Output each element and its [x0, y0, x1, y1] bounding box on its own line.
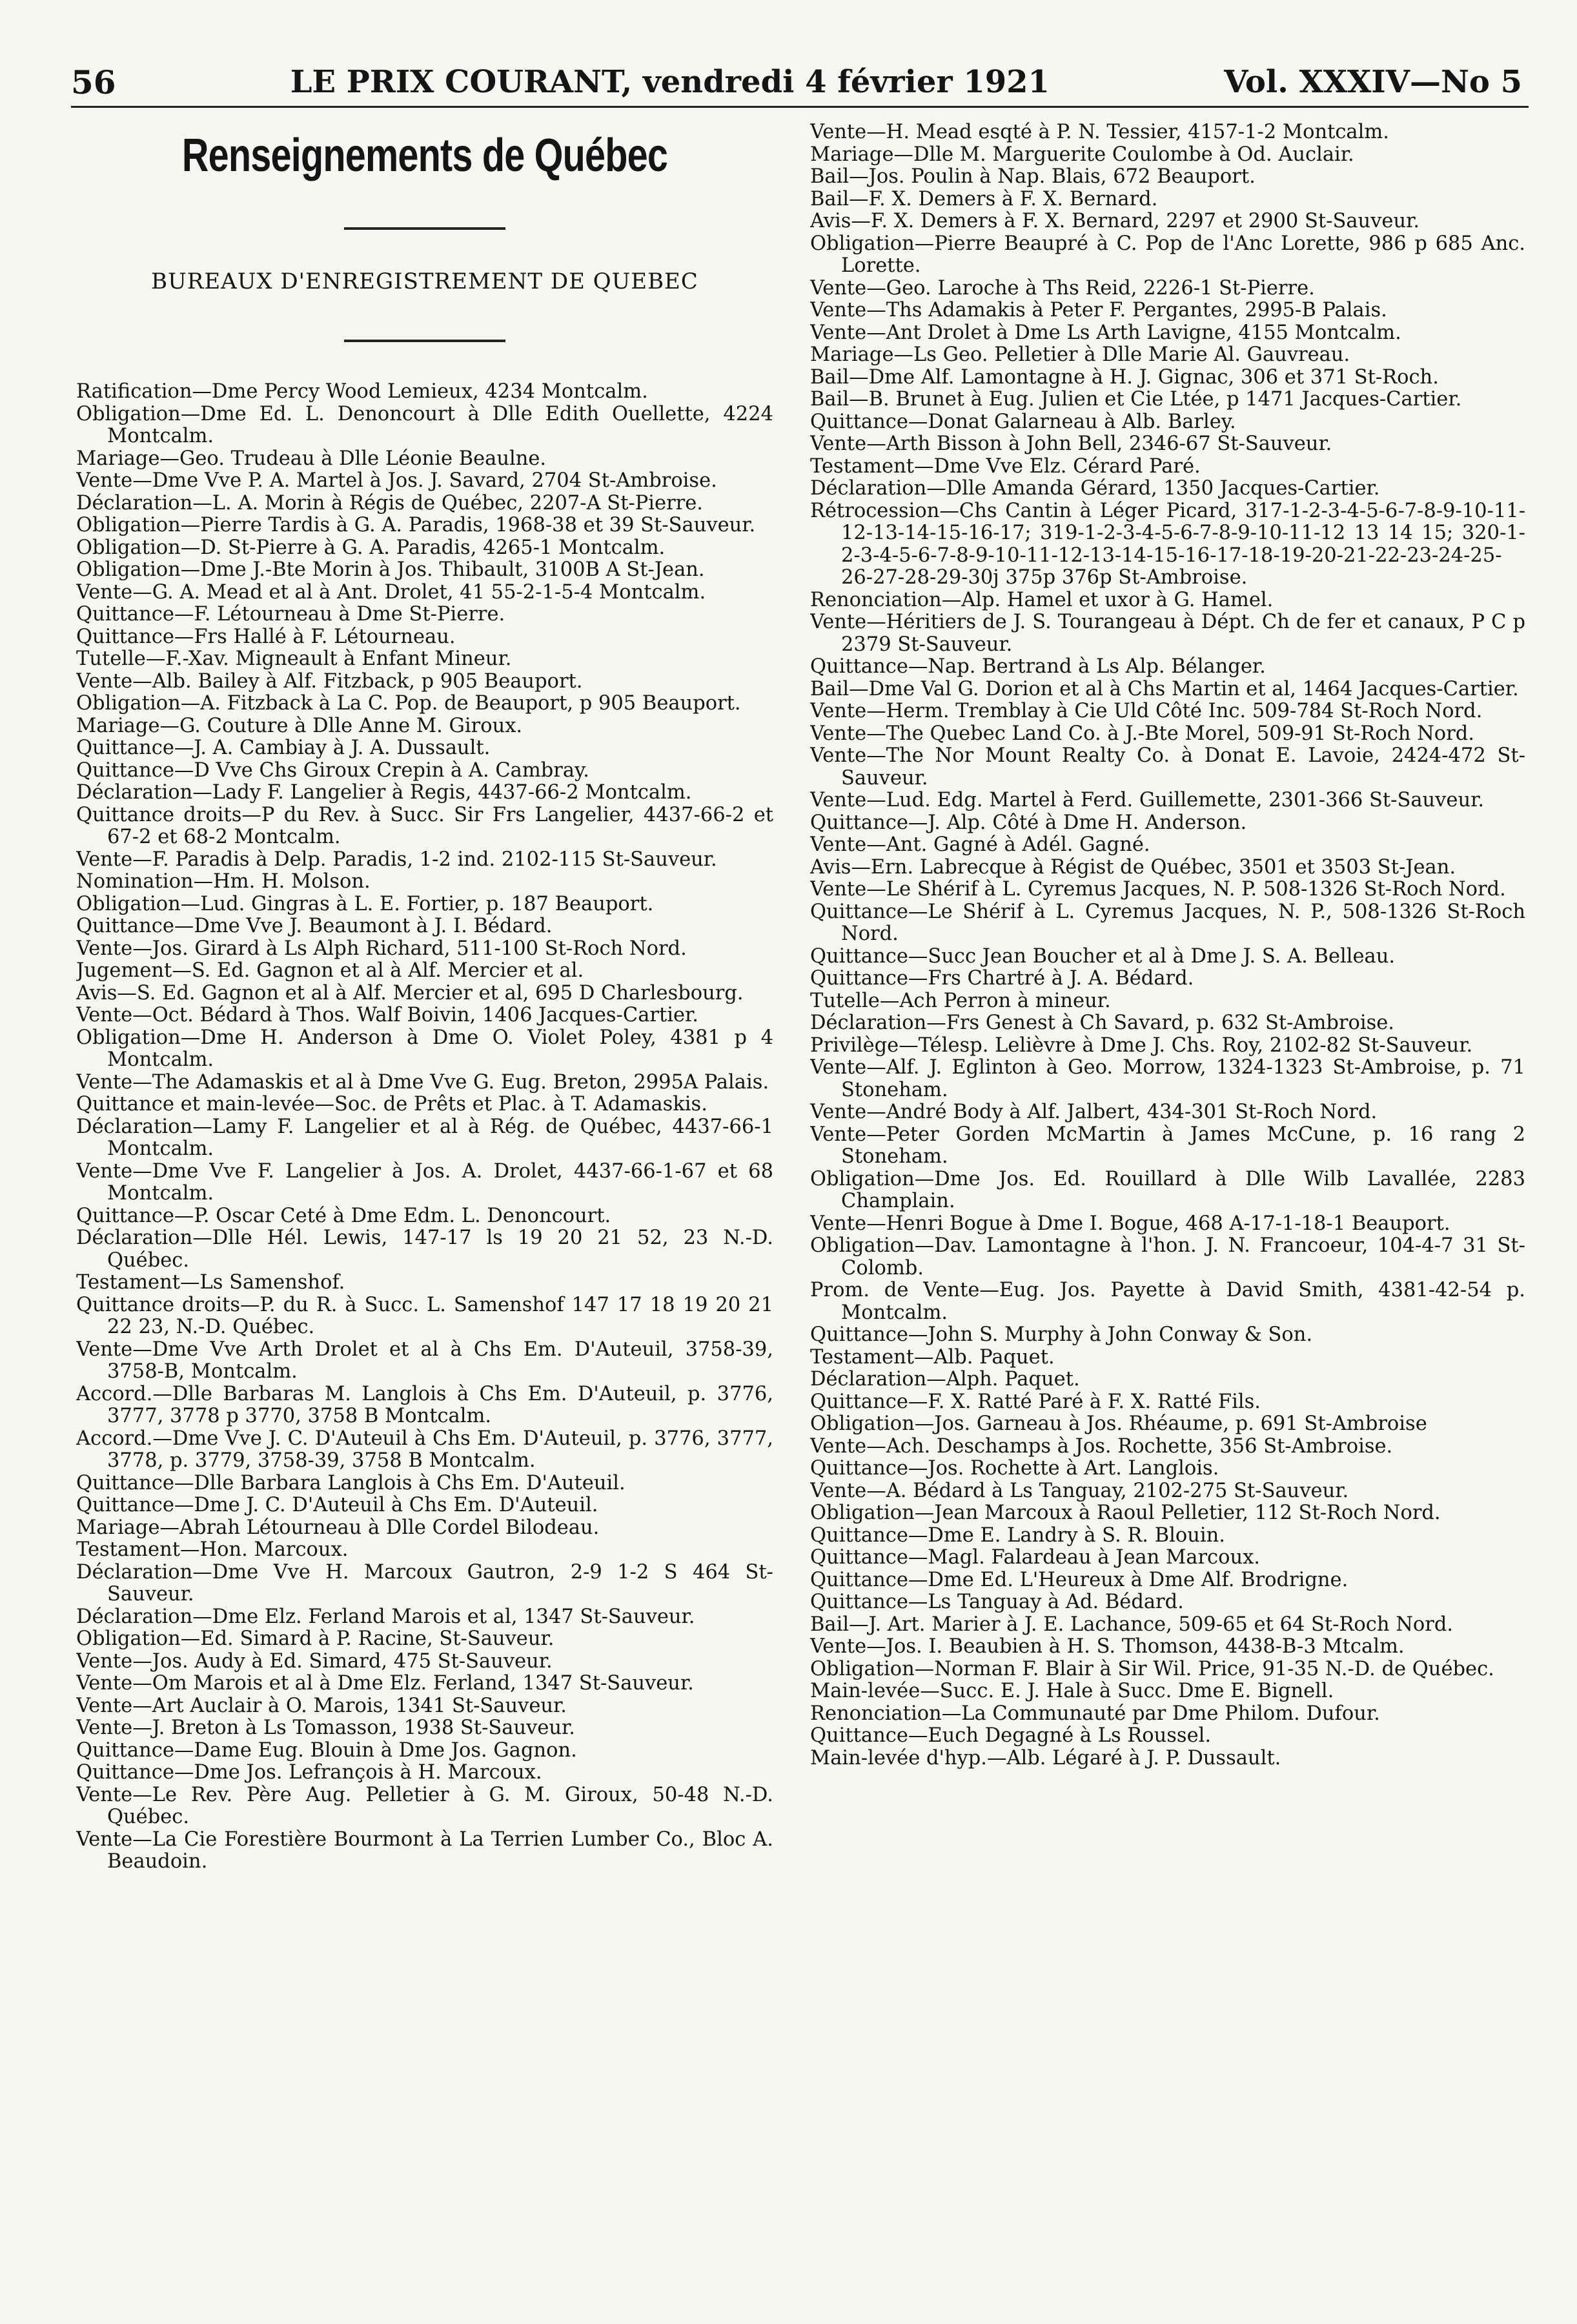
registry-entry: Obligation—A. Fitzback à La C. Pop. de Beauport, p 905 Beauport.: [76, 692, 741, 715]
registry-entry: Obligation—Ed. Simard à P. Racine, St-Sauveur.: [76, 1627, 554, 1650]
section-subtitle: BUREAUX D'ENREGISTREMENT DE QUEBEC: [151, 269, 698, 294]
registry-entry: Quittance—John S. Murphy à John Conway & Son.: [810, 1323, 1313, 1346]
registry-entry: Vente—H. Mead esqté à P. N. Tessier, 4157-1-2 Montcalm.: [810, 121, 1389, 143]
registry-entry: Avis—F. X. Demers à F. X. Bernard, 2297 et 2900 St-Sauveur.: [810, 210, 1420, 232]
registry-entry: Vente—André Body à Alf. Jalbert, 434-301 St-Roch Nord.: [810, 1101, 1378, 1123]
registry-entry: Déclaration—Alph. Paquet.: [810, 1368, 1080, 1391]
registry-entry: Quittance—Magl. Falardeau à Jean Marcoux.: [810, 1546, 1261, 1569]
registry-entry: Vente—Oct. Bédard à Thos. Walf Boivin, 1406 Jacques-Cartier.: [76, 1004, 698, 1026]
registry-entry: Obligation—D. St-Pierre à G. A. Paradis, 4265-1 Montcalm.: [76, 536, 666, 559]
registry-entry: Vente—The Nor Mount Realty Co. à Donat E. Lavoie, 2424-472 St-Sauveur.: [810, 744, 1525, 790]
registry-entry: Quittance—Frs Chartré à J. A. Bédard.: [810, 967, 1194, 990]
registry-entry: Quittance—Euch Degagné à Ls Roussel.: [810, 1724, 1212, 1747]
registry-entry: Tutelle—Ach Perron à mineur.: [810, 989, 1111, 1012]
registry-entry: Vente—Arth Bisson à John Bell, 2346-67 St-Sauveur.: [810, 433, 1332, 455]
registry-entry: Nomination—Hm. H. Molson.: [76, 870, 371, 893]
right-entries-list: [810, 121, 1525, 1769]
registry-entry: Vente—Alb. Bailey à Alf. Fitzback, p 905 Beauport.: [76, 669, 583, 693]
registry-entry: Bail—F. X. Demers à F. X. Bernard.: [810, 187, 1158, 210]
registry-entry: Quittance et main-levée—Soc. de Prêts et Plac. à T. Adamaskis.: [76, 1093, 707, 1116]
registry-entry: Quittance—D Vve Chs Giroux Crepin à A. Cambray.: [76, 759, 589, 782]
registry-entry: Bail—Jos. Poulin à Nap. Blais, 672 Beauport.: [810, 165, 1256, 188]
registry-entry: Main-levée—Succ. E. J. Hale à Succ. Dme E. Bignell.: [810, 1680, 1334, 1702]
registry-entry: Privilège—Télesp. Lelièvre à Dme J. Chs. Roy, 2102-82 St-Sauveur.: [810, 1034, 1473, 1057]
registry-entry: Vente—Peter Gorden McMartin à James McCune, p. 16 rang 2 Stoneham.: [810, 1123, 1525, 1168]
registry-entry: Vente—The Adamaskis et al à Dme Vve G. Eug. Breton, 2995A Palais.: [76, 1070, 769, 1094]
registry-entry: Déclaration—Lady F. Langelier à Regis, 4437-66-2 Montcalm.: [76, 781, 692, 804]
registry-entry: Vente—Le Shérif à L. Cyremus Jacques, N. P. 508-1326 St-Roch Nord.: [810, 878, 1506, 901]
registry-entry: Obligation—Dme Ed. L. Denoncourt à Dlle Edith Ouellette, 4224 Montcalm.: [76, 402, 773, 447]
registry-entry: Déclaration—Dlle Amanda Gérard, 1350 Jacques-Cartier.: [810, 477, 1380, 500]
registry-entry: Vente—Héritiers de J. S. Tourangeau à Dépt. Ch de fer et canaux, P C p 2379 St-Sauveur.: [810, 611, 1525, 656]
page-header: [71, 59, 1522, 105]
registry-entry: Rétrocession—Chs Cantin à Léger Picard, 317-1-2-3-4-5-6-7-8-9-10-11-12-13-14-15-16-17; 319-1-2-3-4-5-6-7-8-9-10-11-12 13 14 15; 320-1-2-3-4-5-6-7-8-9-10-11-12-13-14-15-16-17-18-19-20-21-22-23-24-25-26-27-28-29-30j 375p 376p St-Ambroise.: [810, 499, 1525, 589]
registry-entry: Obligation—Dav. Lamontagne à l'hon. J. N. Francoeur, 104-4-7 31 St-Colomb.: [810, 1234, 1525, 1279]
registry-entry: Quittance droits—P. du R. à Succ. L. Samenshof 147 17 18 19 20 21 22 23, N.-D. Québec.: [76, 1293, 773, 1338]
registry-entry: Mariage—G. Couture à Dlle Anne M. Giroux.: [76, 714, 523, 737]
registry-entry: Testament—Dme Vve Elz. Cérard Paré.: [810, 454, 1201, 478]
registry-entry: Quittance—Succ Jean Boucher et al à Dme J. S. A. Belleau.: [810, 944, 1396, 968]
registry-entry: Quittance—Le Shérif à L. Cyremus Jacques, N. P., 508-1326 St-Roch Nord.: [810, 900, 1525, 945]
registry-entry: Obligation—Jos. Garneau à Jos. Rhéaume, p. 691 St-Ambroise: [810, 1412, 1427, 1435]
section-title: Renseignements de Québec: [181, 130, 668, 181]
registry-entry: Quittance—Dlle Barbara Langlois à Chs Em. D'Auteuil.: [76, 1471, 626, 1494]
registry-entry: Vente—Dme Vve F. Langelier à Jos. A. Drolet, 4437-66-1-67 et 68 Montcalm.: [76, 1159, 773, 1205]
registry-entry: Mariage—Dlle M. Marguerite Coulombe à Od. Auclair.: [810, 143, 1354, 166]
registry-entry: Tutelle—F.-Xav. Migneault à Enfant Mineur.: [76, 647, 512, 670]
registry-entry: Main-levée d'hyp.—Alb. Légaré à J. P. Dussault.: [810, 1746, 1281, 1769]
registry-entry: Bail—J. Art. Marier à J. E. Lachance, 509-65 et 64 St-Roch Nord.: [810, 1613, 1454, 1636]
registry-entry: Quittance—Dme Jos. Lefrançois à H. Marcoux.: [76, 1761, 542, 1784]
registry-entry: Renonciation—La Communauté par Dme Philom. Dufour.: [810, 1702, 1380, 1725]
registry-entry: Quittance—J. Alp. Côté à Dme H. Anderson.: [810, 811, 1247, 834]
registry-entry: Vente—F. Paradis à Delp. Paradis, 1-2 ind. 2102-115 St-Sauveur.: [76, 848, 717, 871]
registry-entry: Testament—Ls Samenshof.: [76, 1271, 345, 1294]
registry-entry: Testament—Hon. Marcoux.: [76, 1538, 349, 1561]
registry-entry: Accord.—Dme Vve J. C. D'Auteuil à Chs Em. D'Auteuil, p. 3776, 3777, 3778, p. 3779, 3758-39, 3758 B Montcalm.: [76, 1427, 773, 1472]
registry-entry: Ratification—Dme Percy Wood Lemieux, 4234 Montcalm.: [76, 380, 648, 403]
registry-entry: Bail—Dme Val G. Dorion et al à Chs Martin et al, 1464 Jacques-Cartier.: [810, 677, 1519, 700]
header-rule: [71, 106, 1529, 108]
registry-entry: Obligation—Dme Jos. Ed. Rouillard à Dlle Wilb Lavallée, 2283 Champlain.: [810, 1167, 1525, 1212]
registry-entry: Déclaration—Frs Genest à Ch Savard, p. 632 St-Ambroise.: [810, 1012, 1394, 1034]
registry-entry: Vente—Ths Adamakis à Peter F. Pergantes, 2995-B Palais.: [810, 299, 1387, 321]
registry-entry: Obligation—Dme J.-Bte Morin à Jos. Thibault, 3100B A St-Jean.: [76, 558, 705, 581]
registry-entry: Déclaration—Dme Vve H. Marcoux Gautron, 2-9 1-2 S 464 St-Sauveur.: [76, 1560, 773, 1605]
registry-entry: Quittance—F. Létourneau à Dme St-Pierre.: [76, 603, 505, 626]
registry-entry: Vente—Ach. Deschamps à Jos. Rochette, 356 St-Ambroise.: [810, 1434, 1393, 1458]
title-divider: [344, 227, 505, 230]
registry-entry: Mariage—Ls Geo. Pelletier à Dlle Marie Al. Gauvreau.: [810, 343, 1350, 366]
registry-entry: Quittance—Ls Tanguay à Ad. Bédard.: [810, 1591, 1184, 1613]
right-column: [810, 121, 1525, 2290]
registry-entry: Vente—A. Bédard à Ls Tanguay, 2102-275 St-Sauveur.: [810, 1479, 1349, 1502]
registry-entry: Vente—Art Auclair à O. Marois, 1341 St-Sauveur.: [76, 1694, 567, 1717]
registry-entry: Vente—Ant Drolet à Dme Ls Arth Lavigne, 4155 Montcalm.: [810, 321, 1401, 344]
registry-entry: Quittance—F. X. Ratté Paré à F. X. Ratté Fils.: [810, 1390, 1261, 1413]
registry-entry: Quittance—Dame Eug. Blouin à Dme Jos. Gagnon.: [76, 1738, 577, 1762]
registry-entry: Renonciation—Alp. Hamel et uxor à G. Hamel.: [810, 588, 1274, 611]
registry-entry: Obligation—Dme H. Anderson à Dme O. Violet Poley, 4381 p 4 Montcalm.: [76, 1026, 773, 1071]
registry-entry: Obligation—Lud. Gingras à L. E. Fortier, p. 187 Beauport.: [76, 892, 654, 915]
registry-entry: Quittance—Dme Vve J. Beaumont à J. I. Bédard.: [76, 915, 553, 937]
registry-entry: Déclaration—Lamy F. Langelier et al à Rég. de Québec, 4437-66-1 Montcalm.: [76, 1115, 773, 1160]
left-column: [76, 123, 773, 2292]
registry-entry: Vente—The Quebec Land Co. à J.-Bte Morel, 509-91 St-Roch Nord.: [810, 722, 1474, 745]
volume-number: Vol. XXXIV—No 5: [1224, 64, 1522, 100]
registry-entry: Quittance—Dme Ed. L'Heureux à Dme Alf. Brodrigne.: [810, 1568, 1348, 1591]
registry-entry: Bail—B. Brunet à Eug. Julien et Cie Ltée, p 1471 Jacques-Cartier.: [810, 388, 1462, 411]
registry-entry: Mariage—Geo. Trudeau à Dlle Léonie Beaulne.: [76, 447, 547, 470]
registry-entry: Avis—S. Ed. Gagnon et al à Alf. Mercier et al, 695 D Charlesbourg.: [76, 981, 744, 1004]
registry-entry: Obligation—Norman F. Blair à Sir Wil. Price, 91-35 N.-D. de Québec.: [810, 1657, 1494, 1680]
registry-entry: Déclaration—L. A. Morin à Régis de Québec, 2207-A St-Pierre.: [76, 491, 703, 515]
registry-entry: Vente—J. Breton à Ls Tomasson, 1938 St-Sauveur.: [76, 1717, 575, 1739]
registry-entry: Obligation—Jean Marcoux à Raoul Pelletier, 112 St-Roch Nord.: [810, 1502, 1441, 1524]
registry-entry: Vente—Dme Vve Arth Drolet et al à Chs Em. D'Auteuil, 3758-39, 3758-B, Montcalm.: [76, 1338, 773, 1383]
registry-entry: Testament—Alb. Paquet.: [810, 1345, 1055, 1369]
registry-entry: Vente—Geo. Laroche à Ths Reid, 2226-1 St-Pierre.: [810, 276, 1315, 300]
registry-entry: Vente—Om Marois et al à Dme Elz. Ferland, 1347 St-Sauveur.: [76, 1672, 694, 1695]
registry-entry: Mariage—Abrah Létourneau à Dlle Cordel Bilodeau.: [76, 1516, 600, 1539]
registry-entry: Bail—Dme Alf. Lamontagne à H. J. Gignac, 306 et 371 St-Roch.: [810, 365, 1439, 389]
subtitle-divider: [344, 340, 505, 342]
registry-entry: Vente—Ant. Gagné à Adél. Gagné.: [810, 833, 1150, 856]
page-number: 56: [71, 63, 116, 101]
registry-entry: Quittance droits—P du Rev. à Succ. Sir Frs Langelier, 4437-66-2 et 67-2 et 68-2 Montcalm.: [76, 803, 773, 848]
registry-entry: Obligation—Pierre Beaupré à C. Pop de l'Anc Lorette, 986 p 685 Anc. Lorette.: [810, 232, 1525, 277]
registry-entry: Obligation—Pierre Tardis à G. A. Paradis, 1968-38 et 39 St-Sauveur.: [76, 514, 756, 536]
registry-entry: Vente—La Cie Forestière Bourmont à La Terrien Lumber Co., Bloc A. Beaudoin.: [76, 1828, 773, 1873]
registry-entry: Déclaration—Dme Elz. Ferland Marois et al, 1347 St-Sauveur.: [76, 1605, 695, 1628]
registry-entry: Vente—Dme Vve P. A. Martel à Jos. J. Savard, 2704 St-Ambroise.: [76, 469, 717, 492]
registry-entry: Vente—Lud. Edg. Martel à Ferd. Guillemette, 2301-366 St-Sauveur.: [810, 789, 1485, 811]
registry-entry: Quittance—Frs Hallé à F. Létourneau.: [76, 625, 456, 648]
registry-entry: Vente—Alf. J. Eglinton à Geo. Morrow, 1324-1323 St-Ambroise, p. 71 Stoneham.: [810, 1056, 1525, 1101]
registry-entry: Quittance—Dme J. C. D'Auteuil à Chs Em. D'Auteuil.: [76, 1494, 598, 1516]
registry-entry: Vente—Herm. Tremblay à Cie Uld Côté Inc. 509-784 St-Roch Nord.: [810, 700, 1483, 722]
registry-entry: Vente—Jos. Audy à Ed. Simard, 475 St-Sauveur.: [76, 1649, 553, 1673]
registry-entry: Avis—Ern. Labrecque à Régist de Québec, 3501 et 3503 St-Jean.: [810, 855, 1456, 879]
registry-entry: Vente—Jos. I. Beaubien à H. S. Thomson, 4438-B-3 Mtcalm.: [810, 1635, 1405, 1658]
registry-entry: Vente—Henri Bogue à Dme I. Bogue, 468 A-17-1-18-1 Beauport.: [810, 1212, 1450, 1235]
registry-entry: Vente—Le Rev. Père Aug. Pelletier à G. M. Giroux, 50-48 N.-D. Québec.: [76, 1783, 773, 1828]
registry-entry: Quittance—Dme E. Landry à S. R. Blouin.: [810, 1524, 1225, 1547]
registry-entry: Vente—Jos. Girard à Ls Alph Richard, 511-100 St-Roch Nord.: [76, 937, 687, 960]
registry-entry: Prom. de Vente—Eug. Jos. Payette à David Smith, 4381-42-54 p. Montcalm.: [810, 1279, 1525, 1324]
left-entries-list: [76, 381, 773, 1873]
registry-entry: Quittance—P. Oscar Ceté à Dme Edm. L. Denoncourt.: [76, 1204, 611, 1227]
registry-entry: Quittance—Jos. Rochette à Art. Langlois.: [810, 1457, 1219, 1480]
registry-entry: Quittance—J. A. Cambiay à J. A. Dussault.: [76, 737, 491, 759]
registry-entry: Quittance—Donat Galarneau à Alb. Barley.: [810, 410, 1236, 433]
registry-entry: Vente—G. A. Mead et al à Ant. Drolet, 41 55-2-1-5-4 Montcalm.: [76, 580, 706, 604]
publication-title: LE PRIX COURANT, vendredi 4 février 1921: [290, 64, 1050, 100]
registry-entry: Quittance—Nap. Bertrand à Ls Alp. Bélanger.: [810, 655, 1266, 678]
registry-entry: Accord.—Dlle Barbaras M. Langlois à Chs Em. D'Auteuil, p. 3776, 3777, 3778 p 3770, 3758 B Montcalm.: [76, 1382, 773, 1427]
registry-entry: Jugement—S. Ed. Gagnon et al à Alf. Mercier et al.: [76, 959, 584, 982]
registry-entry: Déclaration—Dlle Hél. Lewis, 147-17 ls 19 20 21 52, 23 N.-D. Québec.: [76, 1227, 773, 1272]
